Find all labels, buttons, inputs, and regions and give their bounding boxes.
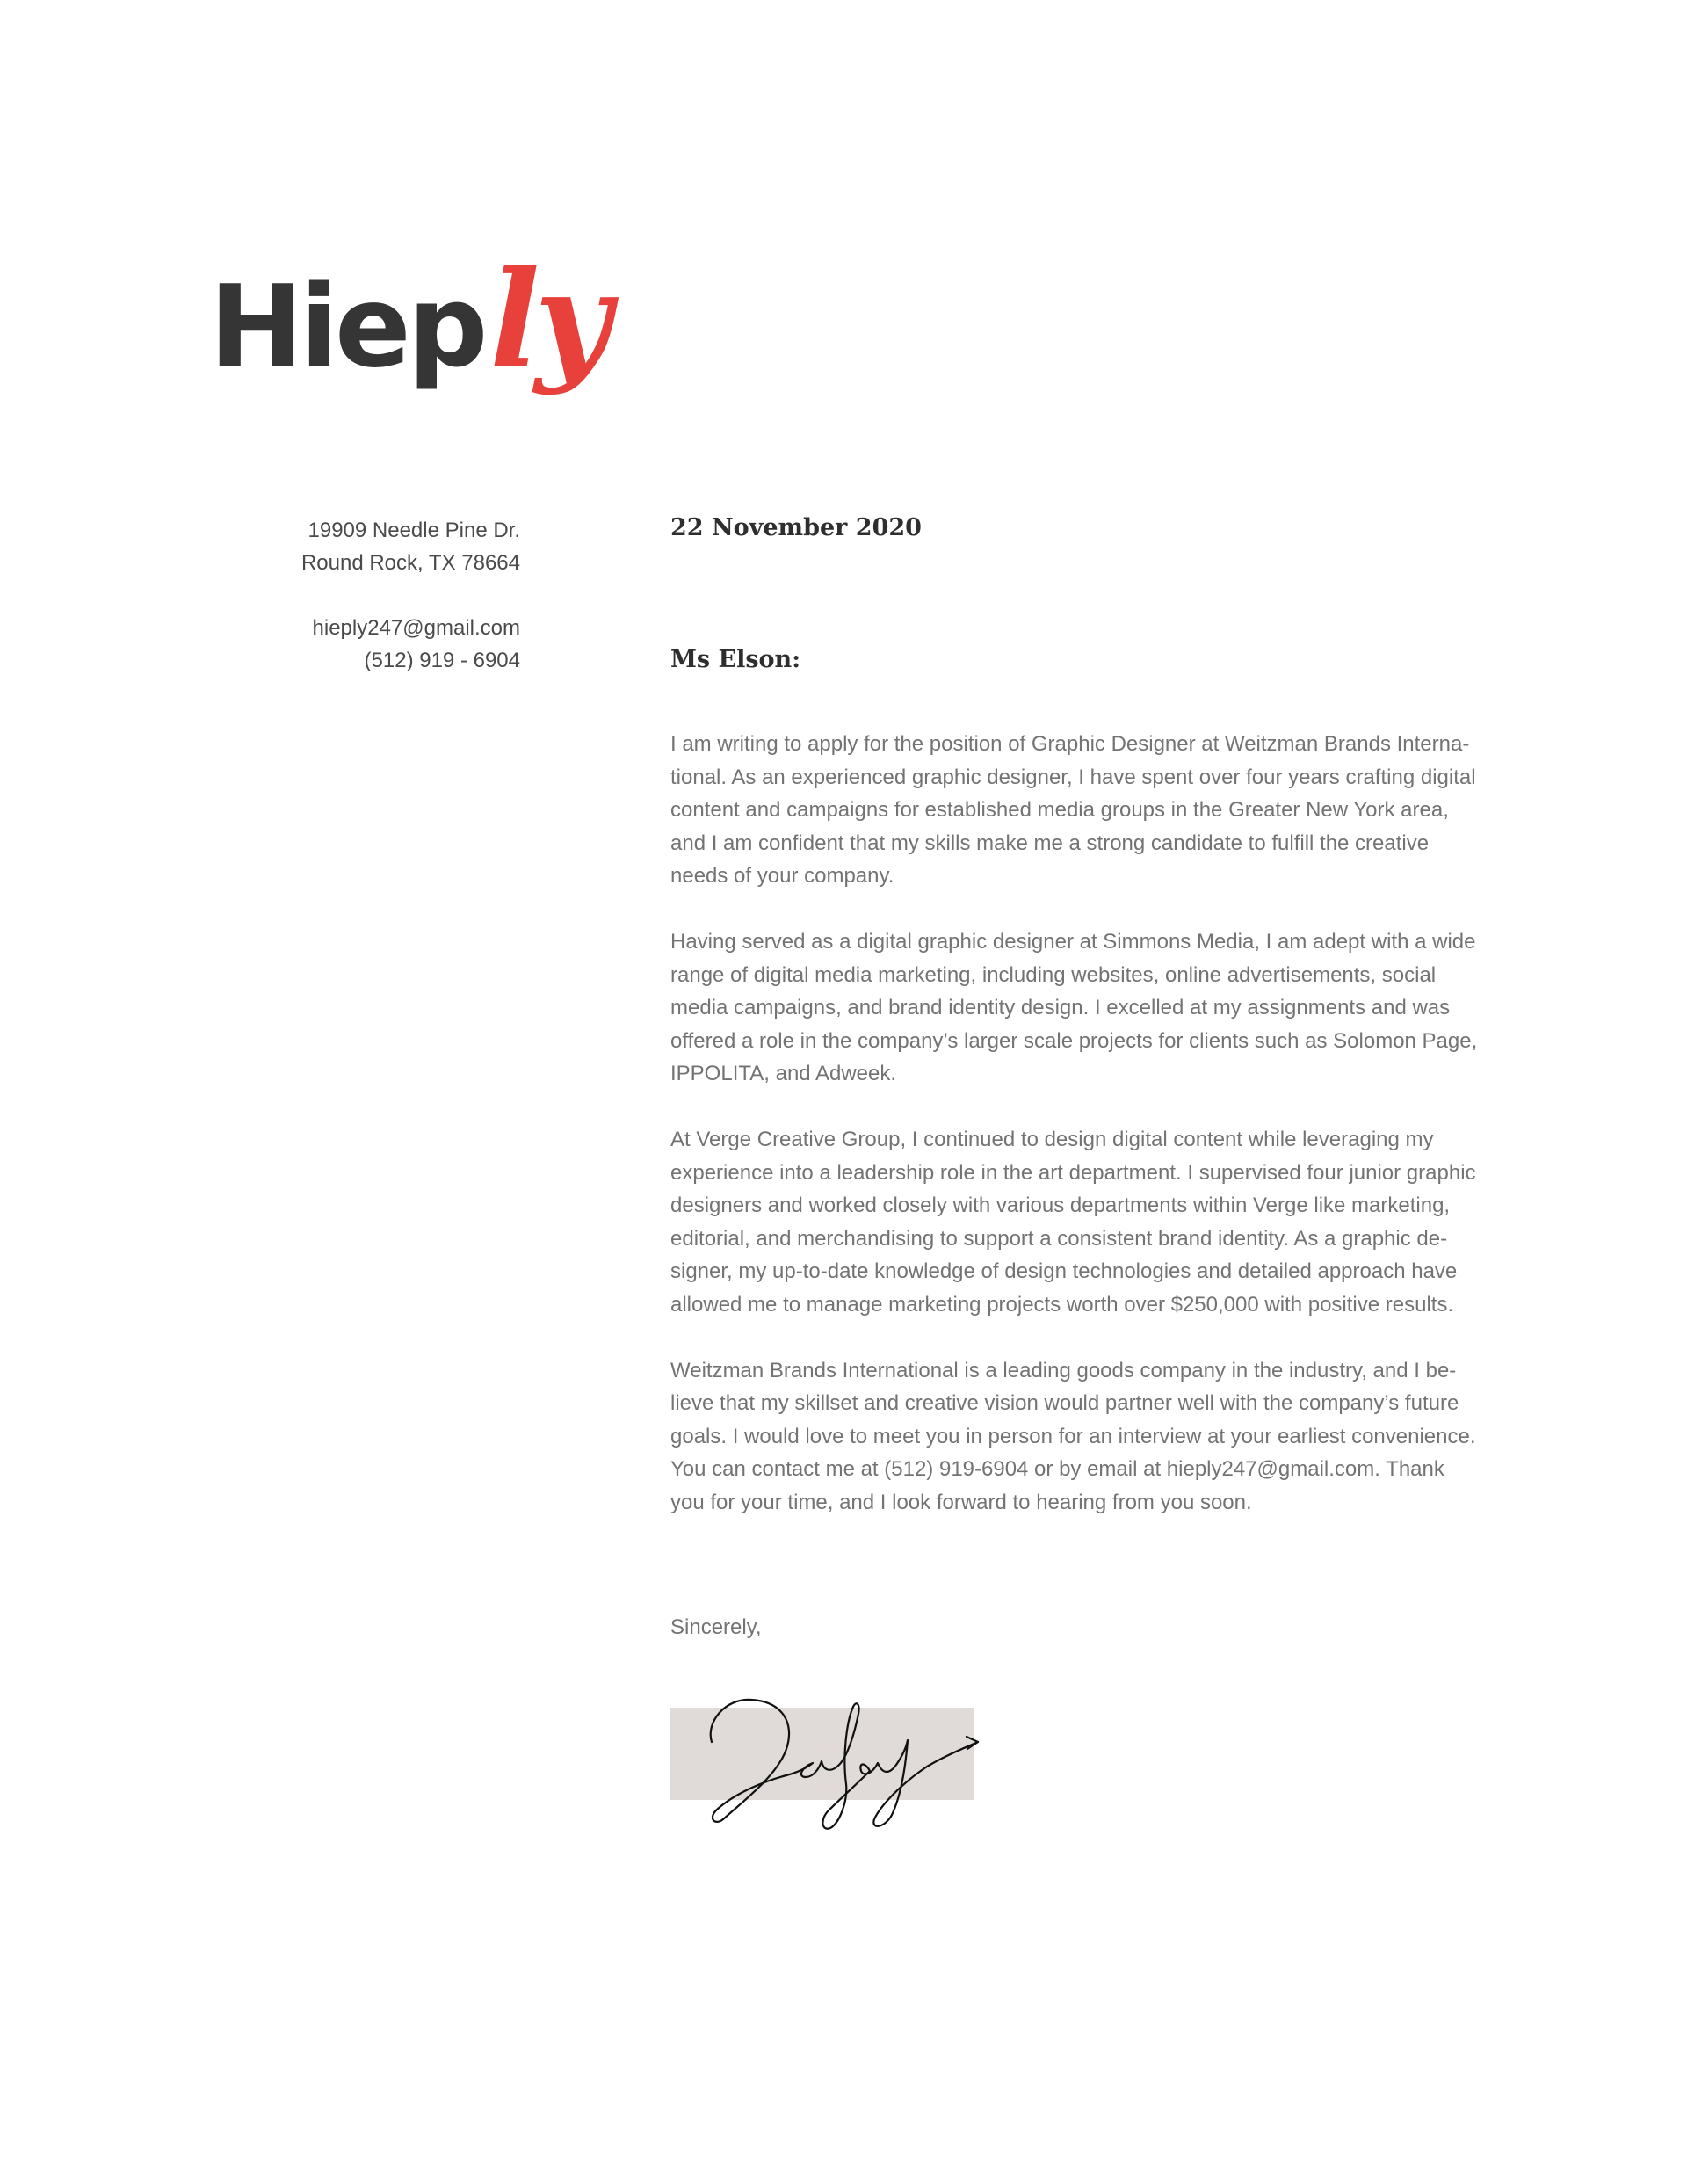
body-line: needs of your company.	[670, 864, 894, 888]
logo-main-text: Hiep	[209, 262, 485, 393]
body-line: lieve that my skillset and creative vision would partner well with the company’s future	[670, 1391, 1459, 1415]
body-line: allowed me to manage marketing projects worth over $250,000 with positive results.	[670, 1292, 1454, 1317]
body-paragraph	[670, 925, 1483, 1091]
body-paragraph	[670, 1123, 1483, 1321]
body-line: media campaigns, and brand identity design. I excelled at my assignments and was	[670, 996, 1451, 1019]
body-paragraph	[670, 1354, 1483, 1520]
body-line: designers and worked closely with various departments within Verge like marketing,	[670, 1194, 1451, 1217]
body-line: At Verge Creative Group, I continued to design digital content while leveraging my	[670, 1128, 1434, 1151]
body-line: range of digital media marketing, including websites, online advertisements, social	[670, 962, 1437, 987]
sender-email: hieply247@gmail.com	[312, 616, 520, 640]
sender-contact-block	[151, 514, 520, 677]
body-line: and I am confident that my skills make me a strong candidate to fulfill the creative	[670, 831, 1430, 855]
body-line: signer, my up-to-date knowledge of design technologies and detailed approach have	[670, 1259, 1458, 1283]
logo-wordmark	[209, 243, 619, 397]
sender-phone: (512) 919 - 6904	[364, 649, 520, 672]
body-line: I am writing to apply for the position of Graphic Designer at Weitzman Brands Interna-	[670, 732, 1470, 756]
body-line: Weitzman Brands International is a leading goods company in the industry, and I be-	[670, 1358, 1457, 1382]
body-line: content and campaigns for established media groups in the Greater New York area,	[670, 798, 1449, 822]
body-line: experience into a leadership role in the art department. I supervised four junior graphic	[670, 1160, 1476, 1185]
body-line: goals. I would love to meet you in person for an interview at your earliest convenience.	[670, 1424, 1476, 1448]
sender-address-line1: 19909 Needle Pine Dr.	[308, 519, 520, 542]
body-line: tional. As an experienced graphic designer, I have spent over four years crafting digital	[670, 765, 1476, 789]
body-line: You can contact me at (512) 919-6904 or by email at hieply247@gmail.com. Thank	[670, 1457, 1444, 1481]
sender-address-line2: Round Rock, TX 78664	[300, 551, 520, 575]
body-line: editorial, and merchandising to support a consistent brand identity. As a graphic de-	[670, 1226, 1448, 1251]
body-line: you for your time, and I look forward to hearing from you soon.	[670, 1490, 1252, 1514]
body-line: Having served as a digital graphic designer at Simmons Media, I am adept with a wide	[670, 930, 1476, 954]
logo-accent-text: ly	[489, 243, 606, 397]
body-line: IPPOLITA, and Adweek.	[670, 1062, 897, 1085]
letter-closing: Sincerely,	[670, 1615, 762, 1639]
sender-spacer	[151, 579, 520, 612]
body-paragraph	[670, 728, 1483, 893]
handwritten-signature	[699, 1679, 980, 1828]
body-line: offered a role in the company’s larger scale projects for clients such as Solomon Page,	[670, 1028, 1478, 1053]
letter-body	[670, 728, 1483, 1552]
letter-salutation: Ms Elson:	[670, 646, 801, 673]
letter-date: 22 November 2020	[670, 514, 922, 541]
brand-logo	[209, 243, 606, 401]
